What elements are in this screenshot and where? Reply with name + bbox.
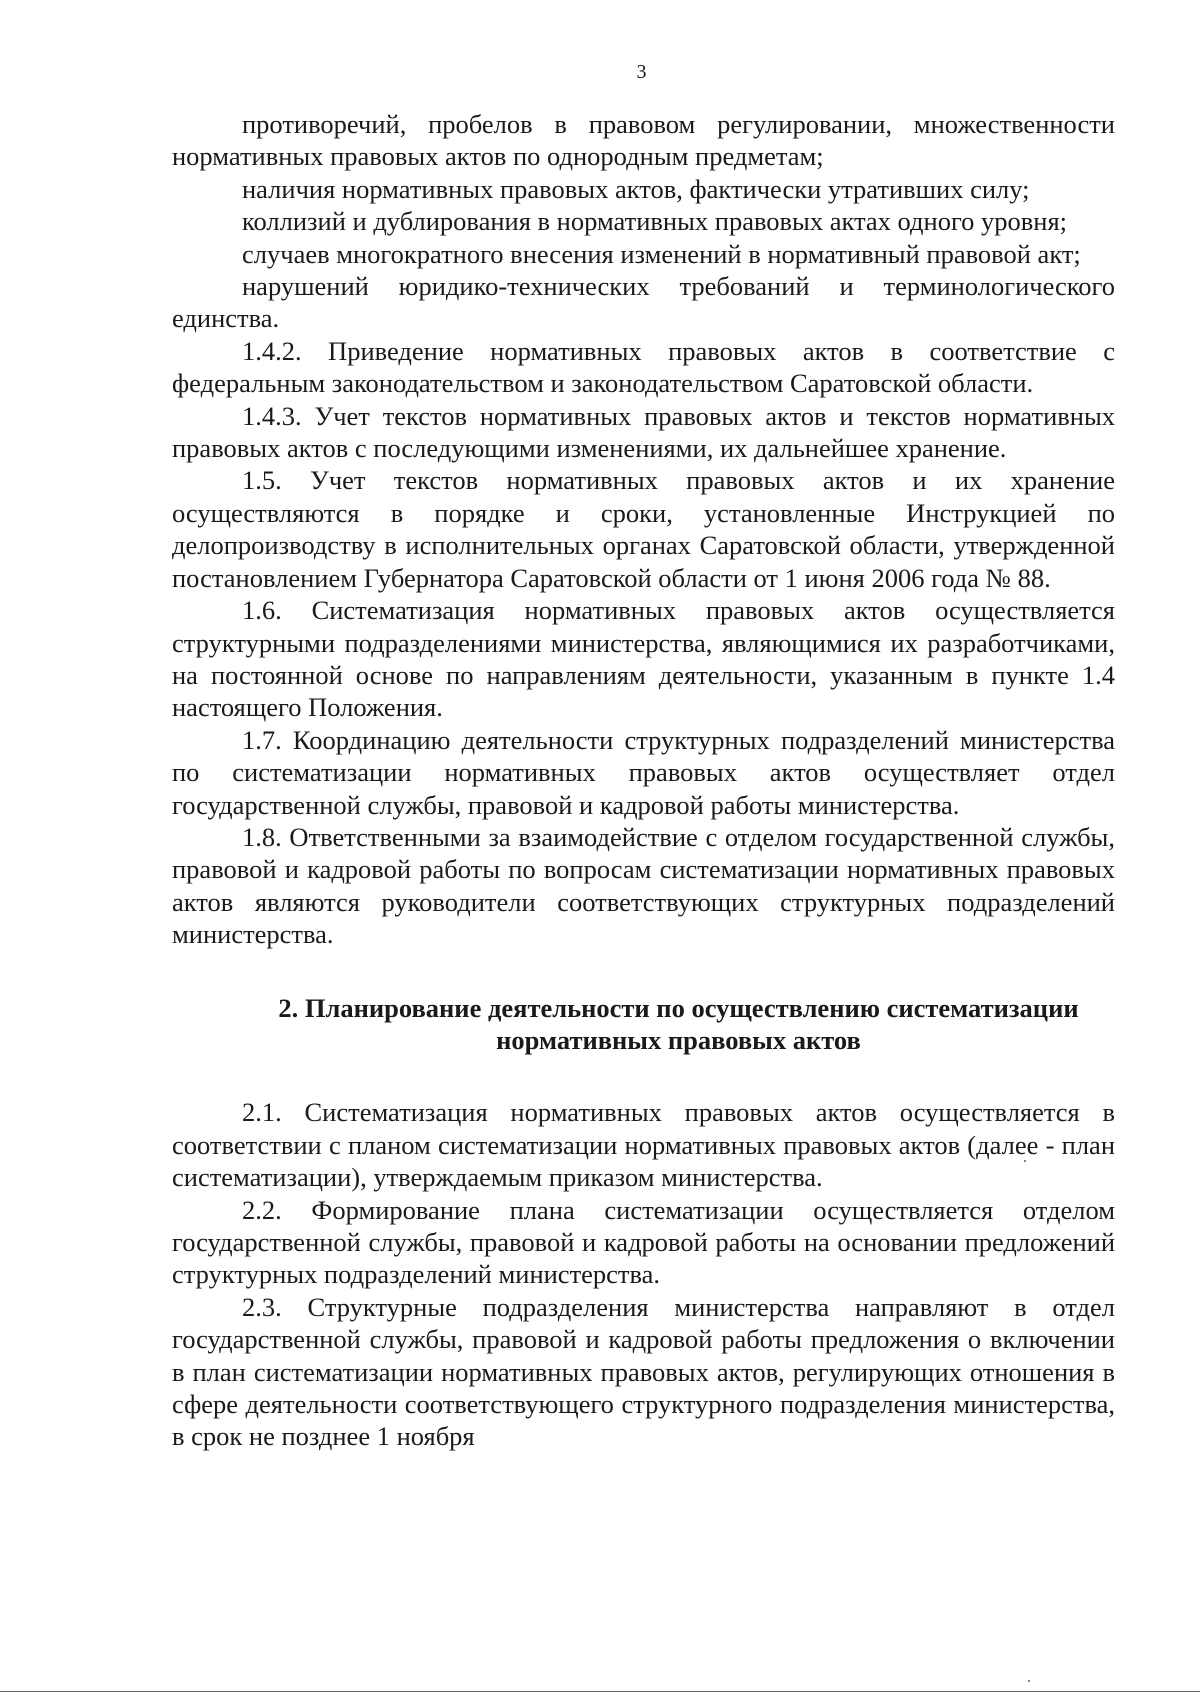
paragraph-technical-requirements: нарушений юридико-технических требований и терминологического единства. (172, 271, 1115, 334)
scan-artifact-dot (1024, 1160, 1026, 1162)
paragraph-1-4-3: 1.4.3. Учет текстов нормативных правовых актов и текстов нормативных правовых актов с последующими изменениями, их дальнейшее хранение. (172, 400, 1115, 464)
paragraph-1-5: 1.5. Учет текстов нормативных правовых актов и их хранение осуществляются в порядке и сроки, установленные Инструкцией по делопроизводству в исполнительных органах Саратовской области, утвержденной постановлением Губернатора Саратовской области от 1 июня 2006 года № 88. (172, 465, 1115, 593)
paragraph-1-6: 1.6. Систематизация нормативных правовых актов осуществляется структурными подразделениями министерства, являющимися их разработчиками, на постоянной основе по направлениям деятельности, указанным в пункте 1.4 настоящего Положения. (172, 595, 1115, 723)
document-body (172, 108, 1115, 1453)
paragraph-2-2: 2.2. Формирование плана систематизации осуществляется отделом государственной службы, правовой и кадровой работы на основании предложений структурных подразделений министерства. (172, 1194, 1115, 1290)
section-2-heading-line-1: 2. Планирование деятельности по осуществлению систематизации (278, 992, 1079, 1023)
paragraph-collisions: коллизий и дублирования в нормативных правовых актах одного уровня; (242, 206, 1068, 237)
paragraph-1-4-2: 1.4.2. Приведение нормативных правовых актов в соответствие с федеральным законодательством и законодательством Саратовской области. (172, 335, 1115, 399)
section-2-heading (172, 992, 1115, 1057)
section-2-heading-line-2: нормативных правовых актов (496, 1024, 861, 1055)
paragraph-1-8: 1.8. Ответственными за взаимодействие с отделом государственной службы, правовой и кадровой работы по вопросам систематизации нормативных правовых актов являются руководители соответствующих структурных подразделений министерства. (172, 821, 1115, 950)
paragraph-1-7: 1.7. Координацию деятельности структурных подразделений министерства по систематизации нормативных правовых актов осуществляет отдел государственной службы, правовой и кадровой работы министерства. (172, 724, 1115, 820)
scan-artifact-line (0, 1691, 1200, 1692)
paragraph-2-1: 2.1. Систематизация нормативных правовых актов осуществляется в соответствии с планом систематизации нормативных правовых актов (далее - план систематизации), утверждаемым приказом министерства. (172, 1097, 1115, 1193)
paragraph-multiple-amendments: случаев многократного внесения изменений в нормативный правовой акт; (242, 238, 1081, 269)
paragraph-2-3: 2.3. Структурные подразделения министерства направляют в отдел государственной службы, правовой и кадровой работы предложения о включении в план систематизации нормативных правовых актов, регулирующих отношения в сфере деятельности соответствующего структурного подразделения министерства, в срок не позднее 1 ноября (172, 1291, 1115, 1452)
page-number: 3 (636, 61, 647, 83)
scan-artifact-dot (1028, 1680, 1030, 1682)
paragraph-obsolete-acts: наличия нормативных правовых актов, фактически утративших силу; (242, 173, 1030, 204)
paragraph-contradictions: противоречий, пробелов в правовом регулировании, множественности нормативных правовых актов по однородным предметам; (172, 109, 1115, 172)
